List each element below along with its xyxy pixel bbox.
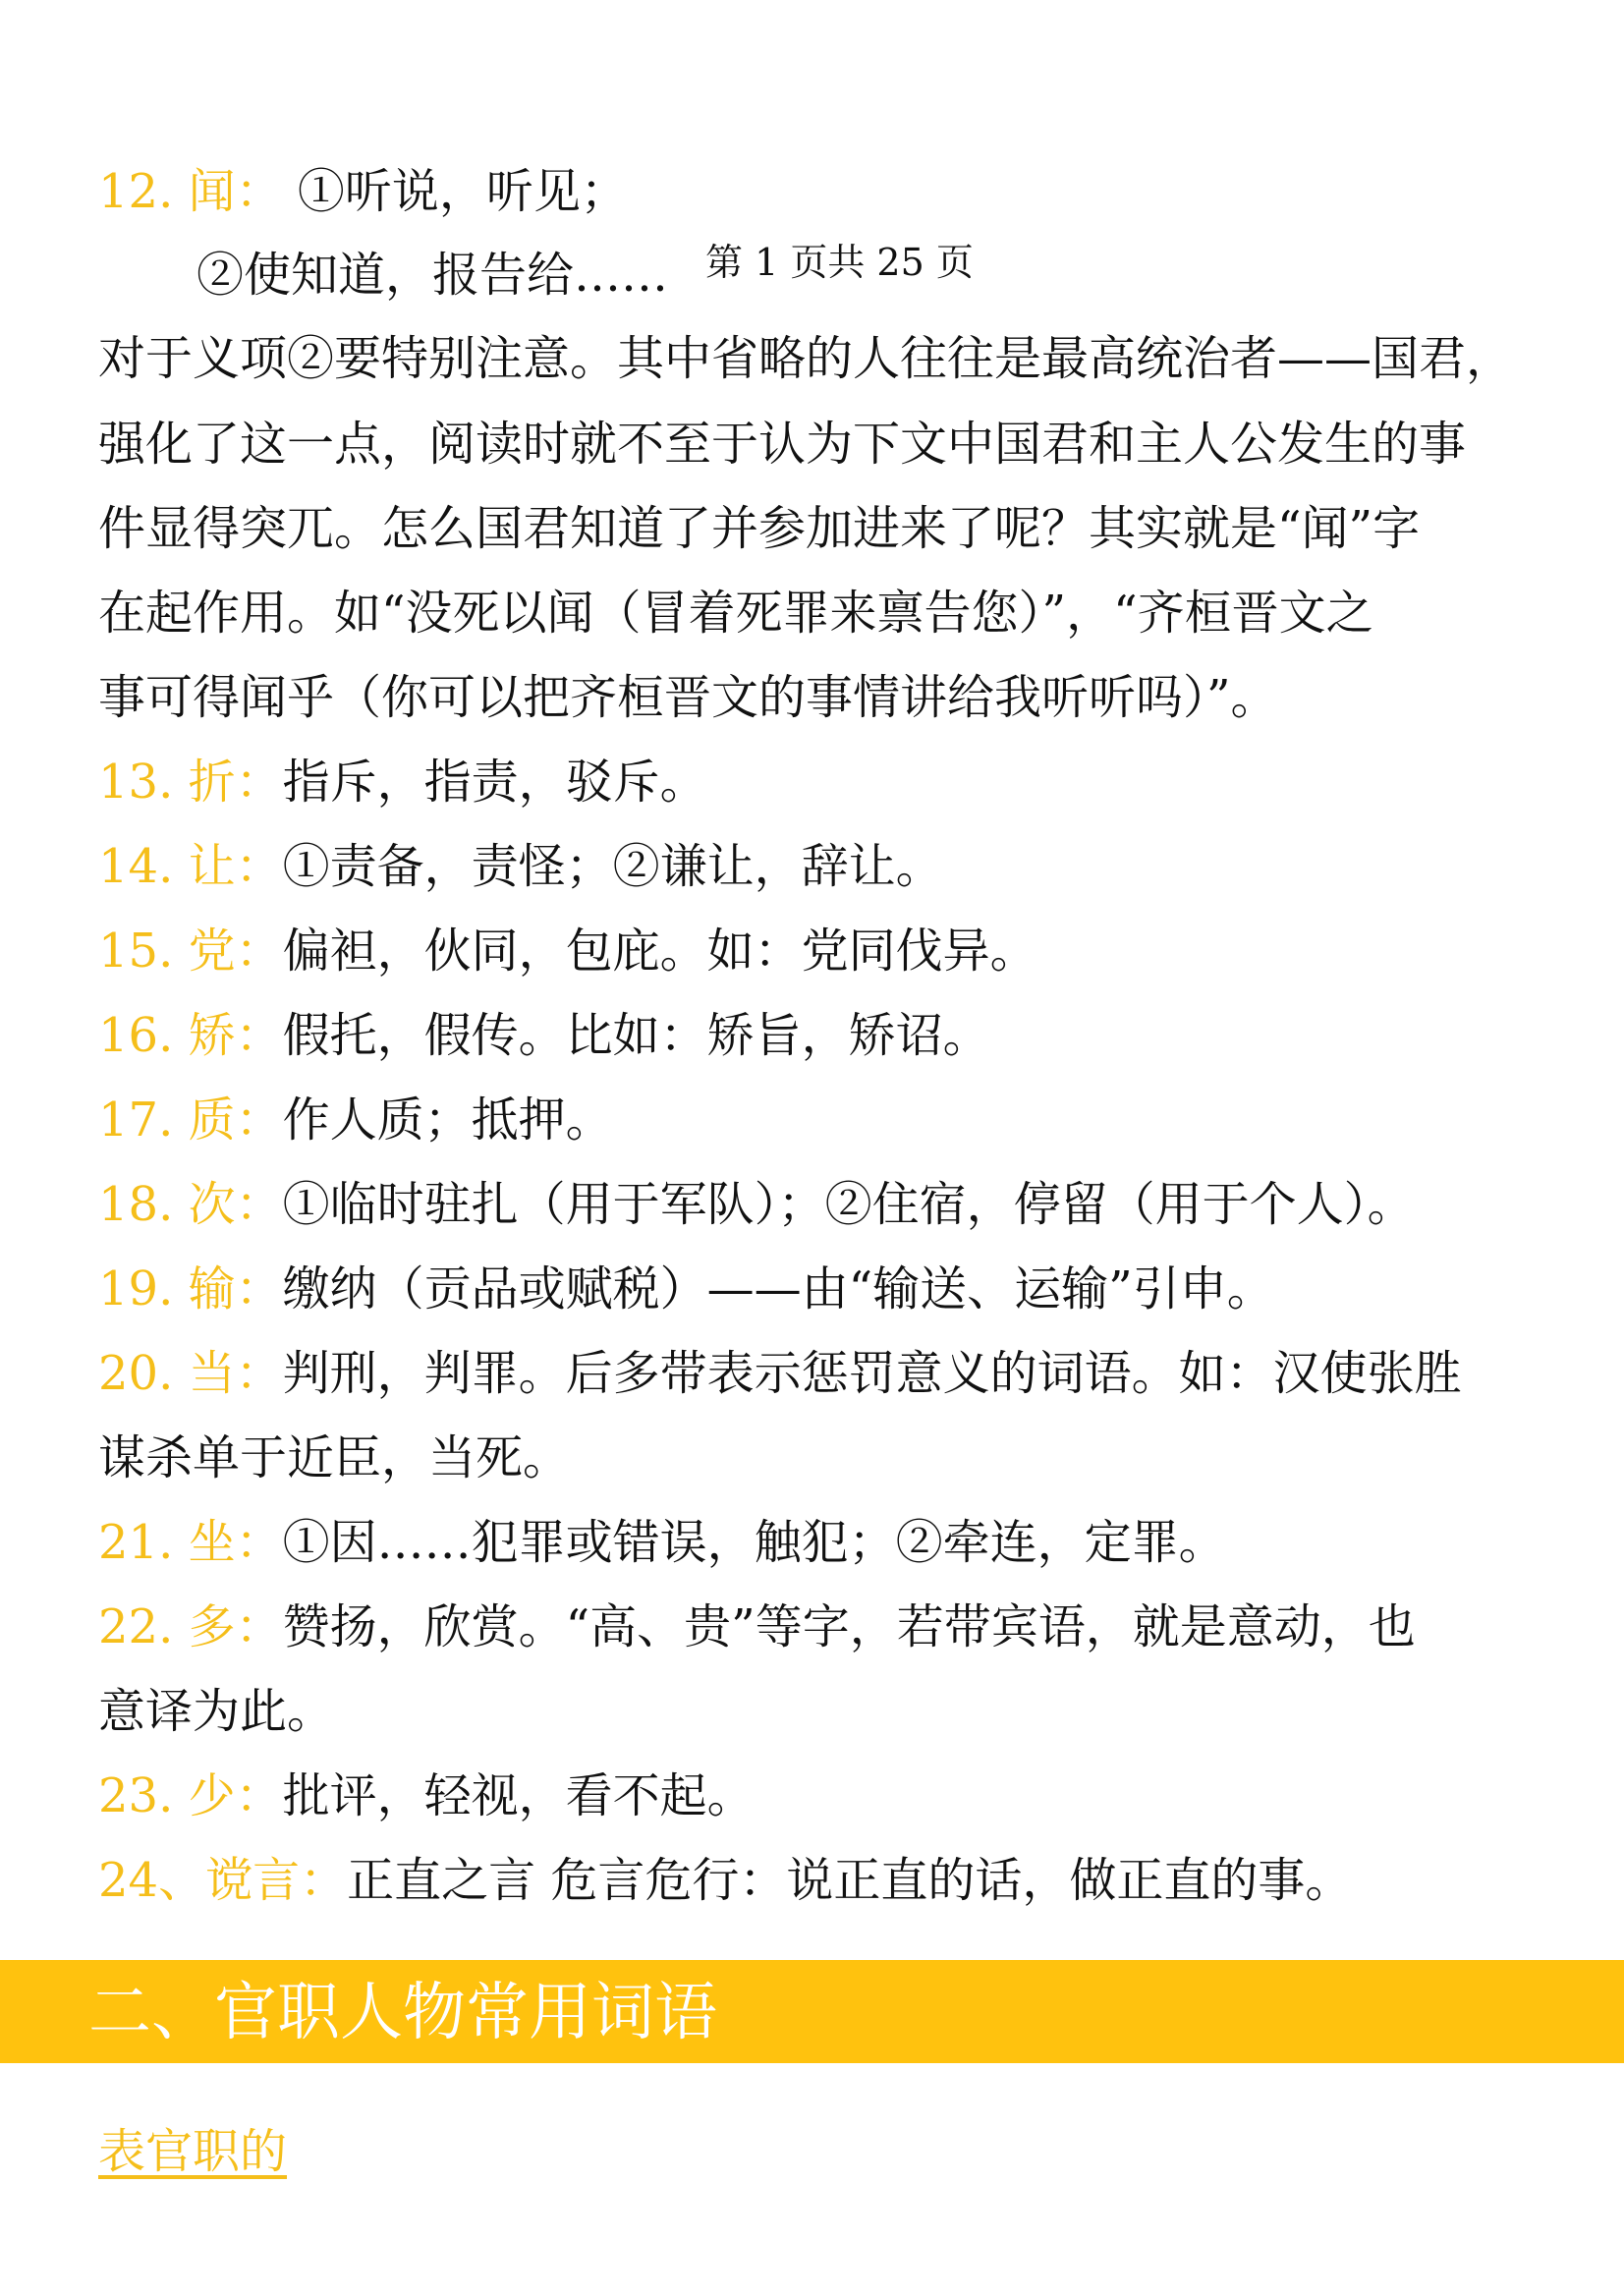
entry-definition: 批评，轻视，看不起。 [282,1768,755,1823]
entry-number: 16. 矫： [98,1008,283,1063]
entry-number: 20. 当： [98,1346,283,1401]
entry-20 [98,1344,1552,1403]
entry-number: 17. 质： [98,1092,283,1148]
entry-definition: ②使知道，报告给…… [196,248,669,303]
paragraph-line: 强化了这一点，阅读时就不至于认为下文中国君和主人公发生的事 [98,417,1467,472]
entry-definition: 作人质；抵押。 [282,1092,613,1148]
entry-number: 18. 次： [98,1177,283,1232]
entry-definition: 正直之言 危言危行：说正直的话，做正直的事。 [347,1853,1353,1908]
entry-definition: ①听说，听见； [282,164,628,219]
entry-definition: 指斥，指责，驳斥。 [282,755,707,810]
entry-number: 22. 多： [98,1599,283,1654]
entry-22-continued: 意译为此。 [98,1684,335,1739]
section-title: 二、官职人物常用词语 [88,1977,717,2049]
subsection-heading-link[interactable]: 表官职的 [98,2124,288,2179]
page-counter: 第 1 页共 25 页 [705,241,974,284]
entry-definition: 判刑，判罪。后多带表示惩罚意义的词语。如：汉使张胜 [282,1346,1462,1401]
entry-20-continued: 谋杀单于近臣，当死。 [98,1430,571,1485]
entry-number: 13. 折： [98,755,283,810]
entry-definition: 假托，假传。比如：矫旨，矫诏。 [282,1008,990,1063]
entry-14 [98,837,1552,896]
entry-15 [98,922,1552,980]
entry-17 [98,1091,1552,1149]
entry-number: 23. 少： [98,1768,283,1823]
entry-13 [98,753,1552,812]
paragraph-line: 件显得突兀。怎么国君知道了并参加进来了呢？其实就是“闻”字 [98,501,1421,556]
entry-22 [98,1597,1552,1656]
entry-23 [98,1766,1552,1825]
entry-number: 24、谠言： [98,1853,348,1908]
entry-definition: ①因……犯罪或错误，触犯；②牵连，定罪。 [282,1515,1226,1570]
entry-number: 19. 输： [98,1261,283,1316]
entry-number: 12. 闻： [98,164,283,219]
entry-definition: 偏袒，伙同，包庇。如：党同伐异。 [282,924,1037,979]
entry-24 [98,1851,1552,1910]
entry-12-line-1 [98,162,1552,221]
entry-16 [98,1006,1552,1065]
entry-21 [98,1513,1552,1572]
entry-number: 15. 党： [98,924,283,979]
entry-number: 21. 坐： [98,1515,283,1570]
paragraph-line: 在起作用。如“没死以闻（冒着死罪来禀告您）”，“齐桓晋文之 [98,586,1373,641]
entry-18 [98,1175,1552,1234]
paragraph-line: 对于义项②要特别注意。其中省略的人往往是最高统治者——国君， [98,331,1514,386]
entry-definition: 缴纳（贡品或赋税）——由“输送、运输”引申。 [282,1261,1274,1316]
entry-19 [98,1260,1552,1318]
section-banner [0,1960,1624,2063]
paragraph-line: 事可得闻乎（你可以把齐桓晋文的事情讲给我听听吗）”。 [98,670,1278,725]
entry-definition: ①临时驻扎（用于军队）；②住宿，停留（用于个人）。 [282,1177,1415,1232]
entry-number: 14. 让： [98,839,283,894]
entry-definition: 赞扬，欣赏。“高、贵”等字，若带宾语，就是意动，也 [282,1599,1416,1654]
entry-definition: ①责备，责怪；②谦让，辞让。 [282,839,943,894]
